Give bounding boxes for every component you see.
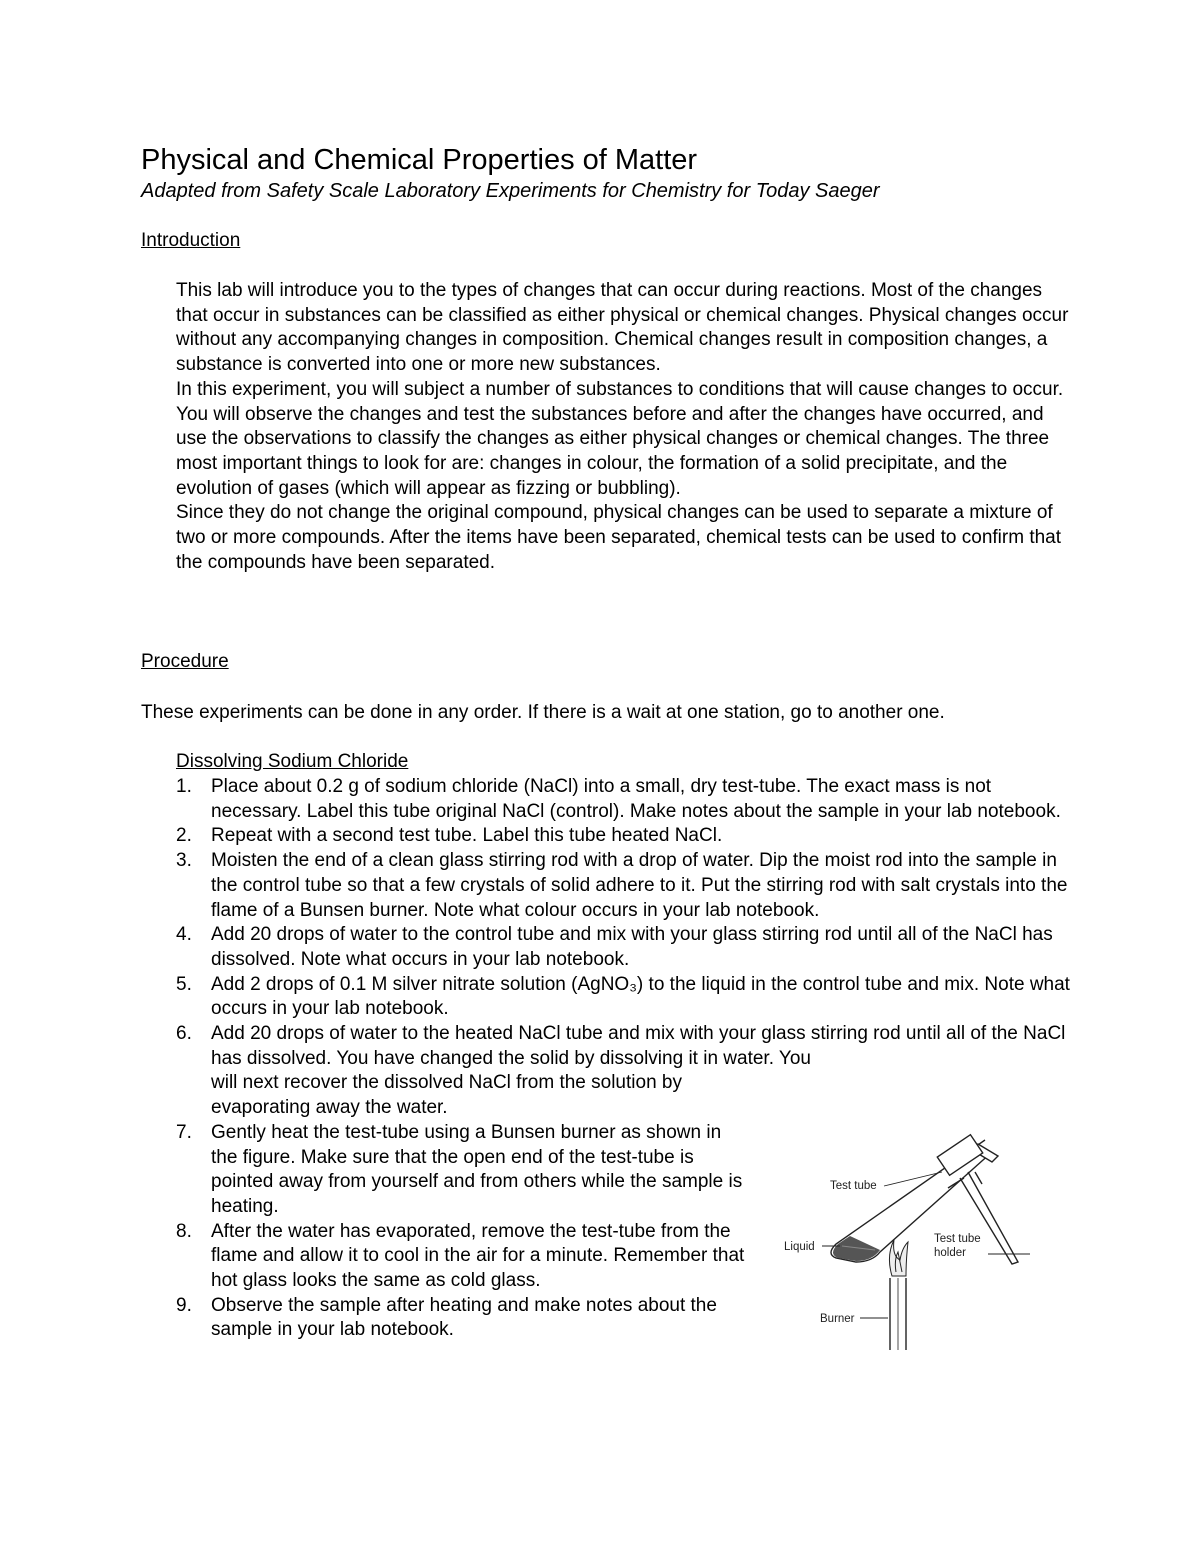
step-number: 5. bbox=[176, 973, 192, 995]
step-text: Add 2 drops of 0.1 M silver nitrate solution (AgNO₃) to the liquid in the control tube and mix. Note what occurs in your lab notebook. bbox=[211, 973, 1070, 1020]
step-number: 3. bbox=[176, 850, 192, 872]
procedure-step bbox=[176, 824, 1076, 849]
step-text: Add 20 drops of water to the control tube and mix with your glass stirring rod until all of the NaCl has dissolved. Note what occurs in your lab notebook. bbox=[211, 924, 1053, 970]
procedure-heading: Procedure bbox=[141, 651, 229, 672]
procedure-step bbox=[176, 849, 1076, 923]
flame-shape bbox=[889, 1240, 908, 1276]
section-heading-dissolving-nacl: Dissolving Sodium Chloride bbox=[176, 751, 409, 772]
procedure-step bbox=[176, 775, 1076, 824]
introduction-heading: Introduction bbox=[141, 230, 241, 251]
intro-paragraph: This lab will introduce you to the types of changes that can occur during reactions. Most of the changes that occur in substances can be classified as either physical or chemical changes. Physical changes occur without any accompanying changes in composition. Chemical changes result in composition changes, a substance is converted into one or more new substances. bbox=[176, 280, 1069, 376]
label-test-tube-holder-line2: holder bbox=[934, 1247, 966, 1259]
step-text: Observe the sample after heating and make notes about the sample in your lab notebook. bbox=[211, 1294, 717, 1341]
procedure-step bbox=[176, 1220, 751, 1294]
intro-paragraph: Since they do not change the original compound, physical changes can be used to separate a mixture of two or more compounds. After the items have been separated, chemical tests can be used to confirm that the compounds have been separated. bbox=[176, 502, 1062, 573]
step-number: 7. bbox=[176, 1121, 192, 1143]
procedure-step bbox=[176, 973, 1076, 1022]
step-number: 2. bbox=[176, 825, 192, 847]
bunsen-burner-figure bbox=[780, 1132, 1040, 1354]
step-number: 8. bbox=[176, 1220, 192, 1242]
step-number: 9. bbox=[176, 1294, 192, 1316]
procedure-step bbox=[176, 1022, 1076, 1121]
step-text: Add 20 drops of water to the heated NaCl tube and mix with your glass stirring rod until all of the NaCl has dissolved. You have changed the solid by dissolving it in water. You bbox=[211, 1023, 1066, 1069]
burner-shape bbox=[890, 1278, 906, 1350]
procedure-step bbox=[176, 1121, 751, 1220]
intro-paragraph: In this experiment, you will subject a number of substances to conditions that will cause changes to occur. You will observe the changes and test the substances before and after the changes have occurred, and use the observations to classify the changes as either physical changes or chemical changes. The three most important things to look for are: changes in colour, the formation of a solid precipitate, and the evolution of gases (which will appear as fizzing or bubbling). bbox=[176, 378, 1064, 499]
step-text: Gently heat the test-tube using a Bunsen burner as shown in the figure. Make sure that the open end of the test-tube is pointed away from yourself and from others while the sample is heating. bbox=[211, 1121, 743, 1217]
label-burner: Burner bbox=[820, 1313, 855, 1325]
step-text: Moisten the end of a clean glass stirring rod with a drop of water. Dip the moist rod into the sample in the control tube so that a few crystals of solid adhere to it. Put the stirring rod with salt crystals into the flame of a Bunsen burner. Note what colour occurs in your lab notebook. bbox=[211, 850, 1068, 921]
step-number: 1. bbox=[176, 776, 192, 797]
procedure-step bbox=[176, 1294, 751, 1343]
test-tube-heating-diagram bbox=[780, 1132, 1040, 1354]
step-text: Place about 0.2 g of sodium chloride (NaCl) into a small, dry test-tube. The exact mass is not necessary. Label this tube original NaCl (control). Make notes about the sample in your lab notebook. bbox=[211, 776, 1061, 822]
label-test-tube-holder: Test tube bbox=[934, 1233, 981, 1245]
procedure-lead: These experiments can be done in any order. If there is a wait at one station, go to another one. bbox=[141, 702, 945, 723]
step-text-continued: will next recover the dissolved NaCl from the solution by evaporating away the water. bbox=[211, 1072, 682, 1119]
step-number: 6. bbox=[176, 1023, 192, 1045]
page-title: Physical and Chemical Properties of Matter bbox=[141, 144, 698, 176]
label-test-tube: Test tube bbox=[830, 1180, 877, 1192]
procedure-step bbox=[176, 923, 1076, 972]
page-subtitle: Adapted from Safety Scale Laboratory Experiments for Chemistry for Today Saeger bbox=[141, 180, 880, 202]
step-number: 4. bbox=[176, 924, 192, 946]
label-liquid: Liquid bbox=[784, 1241, 815, 1253]
introduction-body bbox=[176, 279, 1076, 575]
step-text: Repeat with a second test tube. Label this tube heated NaCl. bbox=[211, 825, 723, 847]
step-text: After the water has evaporated, remove the test-tube from the flame and allow it to cool in the air for a minute. Remember that hot glass looks the same as cold glass. bbox=[211, 1220, 745, 1292]
